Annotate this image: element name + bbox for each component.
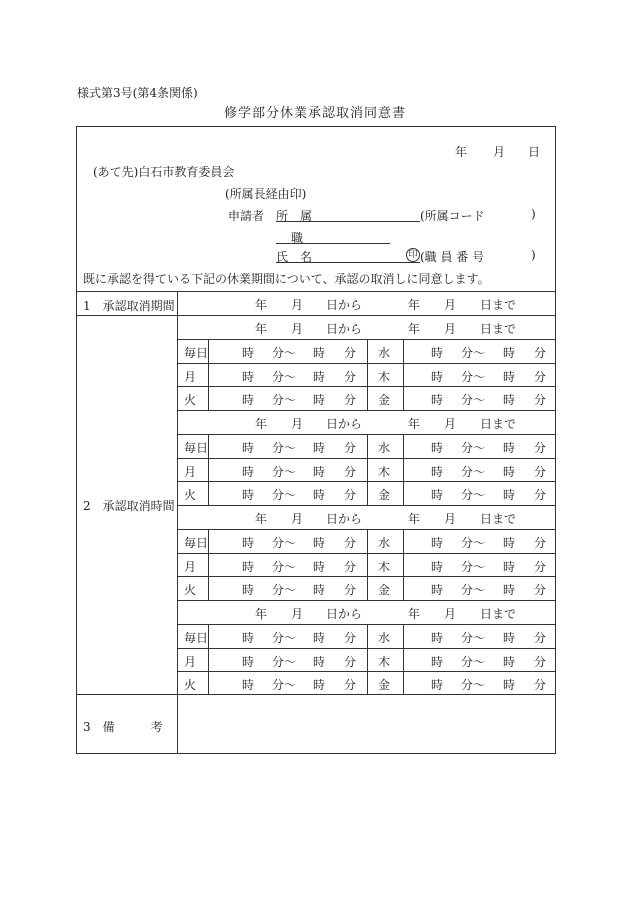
range-month2-block3: 月	[444, 607, 457, 621]
min-d-3-1: 分	[534, 654, 547, 669]
date-day: 日	[528, 145, 541, 159]
day-left-0-0: 毎日	[184, 346, 209, 360]
day-right-3-2: 金	[378, 678, 391, 693]
block-1-right-day-column-b	[403, 434, 404, 505]
block-2-row-divider-0	[177, 553, 555, 554]
hour-c-1-1: 時	[431, 464, 444, 479]
minfrom-c-3-0: 分～	[461, 631, 486, 645]
hour-b-1-1: 時	[313, 464, 326, 479]
hour-b-1-2: 時	[313, 488, 326, 503]
range-year-block0: 年	[255, 322, 268, 336]
day-right-2-0: 水	[378, 536, 391, 550]
hour-c-1-2: 時	[431, 488, 444, 503]
hour-d-0-1: 時	[503, 369, 516, 384]
range-month-period: 月	[291, 298, 304, 312]
hour-a-2-1: 時	[242, 559, 255, 574]
hour-b-0-2: 時	[313, 393, 326, 408]
min-b-3-0: 分	[344, 631, 357, 645]
block-2-range-divider	[177, 529, 555, 530]
day-left-0-1: 月	[184, 369, 197, 384]
range-year-block3: 年	[255, 607, 268, 621]
minfrom-a-1-1: 分～	[272, 464, 297, 479]
min-b-3-2: 分	[344, 678, 357, 693]
min-d-2-2: 分	[534, 583, 547, 598]
minfrom-a-0-1: 分～	[272, 369, 297, 384]
day-right-3-1: 木	[378, 654, 391, 669]
block-0-right-day-column-a	[367, 339, 368, 410]
hour-c-2-0: 時	[431, 536, 444, 550]
range-from-block0: 日から	[326, 322, 363, 336]
minfrom-a-2-1: 分～	[272, 559, 297, 574]
hour-a-1-1: 時	[242, 464, 255, 479]
block-0-row-divider-1	[177, 386, 555, 387]
seal-mark-icon: 印	[406, 248, 420, 262]
day-right-1-1: 木	[378, 464, 391, 479]
min-b-1-1: 分	[344, 464, 357, 479]
position-label: 職	[291, 231, 304, 245]
hour-b-3-0: 時	[313, 631, 326, 645]
day-left-1-0: 毎日	[184, 441, 209, 455]
range-month2-block2: 月	[444, 512, 457, 526]
hour-d-0-2: 時	[503, 393, 516, 408]
minfrom-a-3-1: 分～	[272, 654, 297, 669]
min-b-0-0: 分	[344, 346, 357, 360]
hour-a-0-1: 時	[242, 369, 255, 384]
day-right-3-0: 水	[378, 631, 391, 645]
name-underline	[276, 262, 420, 263]
date-year: 年	[455, 145, 468, 159]
hour-c-0-0: 時	[431, 346, 444, 360]
range-to-block2: 日まで	[480, 512, 517, 526]
minfrom-c-0-2: 分～	[461, 393, 486, 408]
minfrom-c-1-2: 分～	[461, 488, 486, 503]
range-from-block1: 日から	[326, 417, 363, 431]
day-left-2-2: 火	[184, 583, 197, 598]
range-from-block2: 日から	[326, 512, 363, 526]
minfrom-c-1-0: 分～	[461, 441, 486, 455]
hour-b-3-2: 時	[313, 678, 326, 693]
block-3-right-day-column-a	[367, 624, 368, 695]
consent-statement: 既に承認を得ている下記の休業期間について、承認の取消しに同意します。	[83, 272, 490, 286]
block-1-row-divider-0	[177, 458, 555, 459]
hour-c-3-0: 時	[431, 631, 444, 645]
min-d-3-2: 分	[534, 678, 547, 693]
block-2-right-day-column-b	[403, 529, 404, 600]
min-b-2-1: 分	[344, 559, 357, 574]
min-b-0-2: 分	[344, 393, 357, 408]
divider-period	[77, 315, 555, 316]
day-left-3-2: 火	[184, 678, 197, 693]
hour-c-3-2: 時	[431, 678, 444, 693]
block-3-row-divider-1	[177, 671, 555, 672]
hour-a-3-1: 時	[242, 654, 255, 669]
day-right-0-2: 金	[378, 393, 391, 408]
day-left-1-2: 火	[184, 488, 197, 503]
via-principal-seal: (所属長経由印)	[225, 187, 307, 201]
hour-a-2-2: 時	[242, 583, 255, 598]
hour-b-2-2: 時	[313, 583, 326, 598]
remarks-row-label: 3 備 考	[83, 720, 163, 734]
divider-hours	[77, 694, 555, 695]
range-to-period: 日まで	[480, 298, 517, 312]
minfrom-c-3-1: 分～	[461, 654, 486, 669]
position-underline	[276, 243, 390, 244]
range-to-block3: 日まで	[480, 607, 517, 621]
range-year2-block0: 年	[408, 322, 421, 336]
hour-d-2-2: 時	[503, 583, 516, 598]
block-0-bottom	[177, 410, 555, 411]
hour-a-2-0: 時	[242, 536, 255, 550]
minfrom-c-0-1: 分～	[461, 369, 486, 384]
range-year-period: 年	[255, 298, 268, 312]
block-1-day-column	[208, 434, 209, 505]
block-2-day-column	[208, 529, 209, 600]
range-year-block2: 年	[255, 512, 268, 526]
form-number-label: 様式第3号(第4条関係)	[77, 86, 198, 100]
hour-d-3-0: 時	[503, 631, 516, 645]
range-month-block0: 月	[291, 322, 304, 336]
minfrom-c-2-0: 分～	[461, 536, 486, 550]
min-d-0-2: 分	[534, 393, 547, 408]
min-d-0-1: 分	[534, 369, 547, 384]
minfrom-c-2-2: 分～	[461, 583, 486, 598]
day-left-1-1: 月	[184, 464, 197, 479]
range-month-block1: 月	[291, 417, 304, 431]
day-right-1-2: 金	[378, 488, 391, 503]
range-month-block2: 月	[291, 512, 304, 526]
day-left-0-2: 火	[184, 393, 197, 408]
hours-row-label: 2 承認取消時間	[83, 499, 175, 513]
range-to-block0: 日まで	[480, 322, 517, 336]
affiliation-label: 所 属	[276, 209, 313, 223]
block-3-row-divider-0	[177, 648, 555, 649]
min-b-2-2: 分	[344, 583, 357, 598]
hour-c-2-1: 時	[431, 559, 444, 574]
hour-d-0-0: 時	[503, 346, 516, 360]
day-left-2-0: 毎日	[184, 536, 209, 550]
range-year2-period: 年	[408, 298, 421, 312]
day-right-0-0: 水	[378, 346, 391, 360]
block-1-bottom	[177, 505, 555, 506]
block-3-right-day-column-b	[403, 624, 404, 695]
hour-b-0-0: 時	[313, 346, 326, 360]
minfrom-c-0-0: 分～	[461, 346, 486, 360]
affiliation-code-label: (所属コード	[420, 209, 485, 223]
hour-a-3-0: 時	[242, 631, 255, 645]
block-0-day-column	[208, 339, 209, 410]
min-d-2-0: 分	[534, 536, 547, 550]
min-d-0-0: 分	[534, 346, 547, 360]
day-right-0-1: 木	[378, 369, 391, 384]
minfrom-a-3-2: 分～	[272, 678, 297, 693]
min-d-3-0: 分	[534, 631, 547, 645]
affiliation-code-close: )	[531, 207, 536, 221]
minfrom-a-3-0: 分～	[272, 631, 297, 645]
range-from-period: 日から	[326, 298, 363, 312]
minfrom-a-1-2: 分～	[272, 488, 297, 503]
block-2-bottom	[177, 600, 555, 601]
hour-a-0-2: 時	[242, 393, 255, 408]
minfrom-c-2-1: 分～	[461, 559, 486, 574]
employee-number-close: )	[531, 248, 536, 262]
range-month2-block1: 月	[444, 417, 457, 431]
day-right-1-0: 水	[378, 441, 391, 455]
block-0-right-day-column-b	[403, 339, 404, 410]
min-b-1-2: 分	[344, 488, 357, 503]
applicant-label: 申請者	[228, 209, 265, 223]
minfrom-a-2-2: 分～	[272, 583, 297, 598]
hour-a-1-0: 時	[242, 441, 255, 455]
block-1-right-day-column-a	[367, 434, 368, 505]
hour-b-2-0: 時	[313, 536, 326, 550]
range-year2-block3: 年	[408, 607, 421, 621]
form-table	[76, 126, 556, 754]
min-d-1-2: 分	[534, 488, 547, 503]
minfrom-a-2-0: 分～	[272, 536, 297, 550]
range-year-block1: 年	[255, 417, 268, 431]
period-row-label: 1 承認取消期間	[83, 299, 175, 313]
hour-b-3-1: 時	[313, 654, 326, 669]
minfrom-a-1-0: 分～	[272, 441, 297, 455]
hour-c-0-2: 時	[431, 393, 444, 408]
range-month2-block0: 月	[444, 322, 457, 336]
min-b-3-1: 分	[344, 654, 357, 669]
day-left-2-1: 月	[184, 559, 197, 574]
hour-c-1-0: 時	[431, 441, 444, 455]
hour-a-1-2: 時	[242, 488, 255, 503]
document-title: 修学部分休業承認取消同意書	[223, 106, 406, 121]
min-b-2-0: 分	[344, 536, 357, 550]
range-month2-period: 月	[444, 298, 457, 312]
hour-a-0-0: 時	[242, 346, 255, 360]
range-month-block3: 月	[291, 607, 304, 621]
day-right-2-1: 木	[378, 559, 391, 574]
block-2-right-day-column-a	[367, 529, 368, 600]
min-b-1-0: 分	[344, 441, 357, 455]
minfrom-a-0-0: 分～	[272, 346, 297, 360]
range-to-block1: 日まで	[480, 417, 517, 431]
hour-d-2-0: 時	[503, 536, 516, 550]
employee-number-label: (職 員 番 号	[420, 250, 485, 264]
hour-c-0-1: 時	[431, 369, 444, 384]
date-month: 月	[493, 145, 506, 159]
hour-c-2-2: 時	[431, 583, 444, 598]
hour-b-0-1: 時	[313, 369, 326, 384]
hour-b-1-0: 時	[313, 441, 326, 455]
hour-d-1-0: 時	[503, 441, 516, 455]
block-3-day-column	[208, 624, 209, 695]
block-0-row-divider-0	[177, 363, 555, 364]
hour-d-3-1: 時	[503, 654, 516, 669]
range-year2-block1: 年	[408, 417, 421, 431]
affiliation-underline	[276, 221, 420, 222]
hour-c-3-1: 時	[431, 654, 444, 669]
hour-d-2-1: 時	[503, 559, 516, 574]
label-column-divider	[177, 291, 178, 754]
block-3-range-divider	[177, 624, 555, 625]
name-label: 氏 名	[276, 250, 313, 264]
min-d-1-1: 分	[534, 464, 547, 479]
minfrom-c-3-2: 分～	[461, 678, 486, 693]
hour-d-1-1: 時	[503, 464, 516, 479]
block-1-range-divider	[177, 434, 555, 435]
min-d-2-1: 分	[534, 559, 547, 574]
hour-a-3-2: 時	[242, 678, 255, 693]
block-0-range-divider	[177, 339, 555, 340]
hour-d-3-2: 時	[503, 678, 516, 693]
range-from-block3: 日から	[326, 607, 363, 621]
hour-b-2-1: 時	[313, 559, 326, 574]
divider-header	[77, 291, 555, 292]
day-right-2-2: 金	[378, 583, 391, 598]
minfrom-a-0-2: 分～	[272, 393, 297, 408]
block-2-row-divider-1	[177, 576, 555, 577]
min-d-1-0: 分	[534, 441, 547, 455]
day-left-3-0: 毎日	[184, 631, 209, 645]
addressee: (あて先)白石市教育委員会	[93, 165, 235, 179]
day-left-3-1: 月	[184, 654, 197, 669]
range-year2-block2: 年	[408, 512, 421, 526]
minfrom-c-1-1: 分～	[461, 464, 486, 479]
min-b-0-1: 分	[344, 369, 357, 384]
block-1-row-divider-1	[177, 481, 555, 482]
hour-d-1-2: 時	[503, 488, 516, 503]
